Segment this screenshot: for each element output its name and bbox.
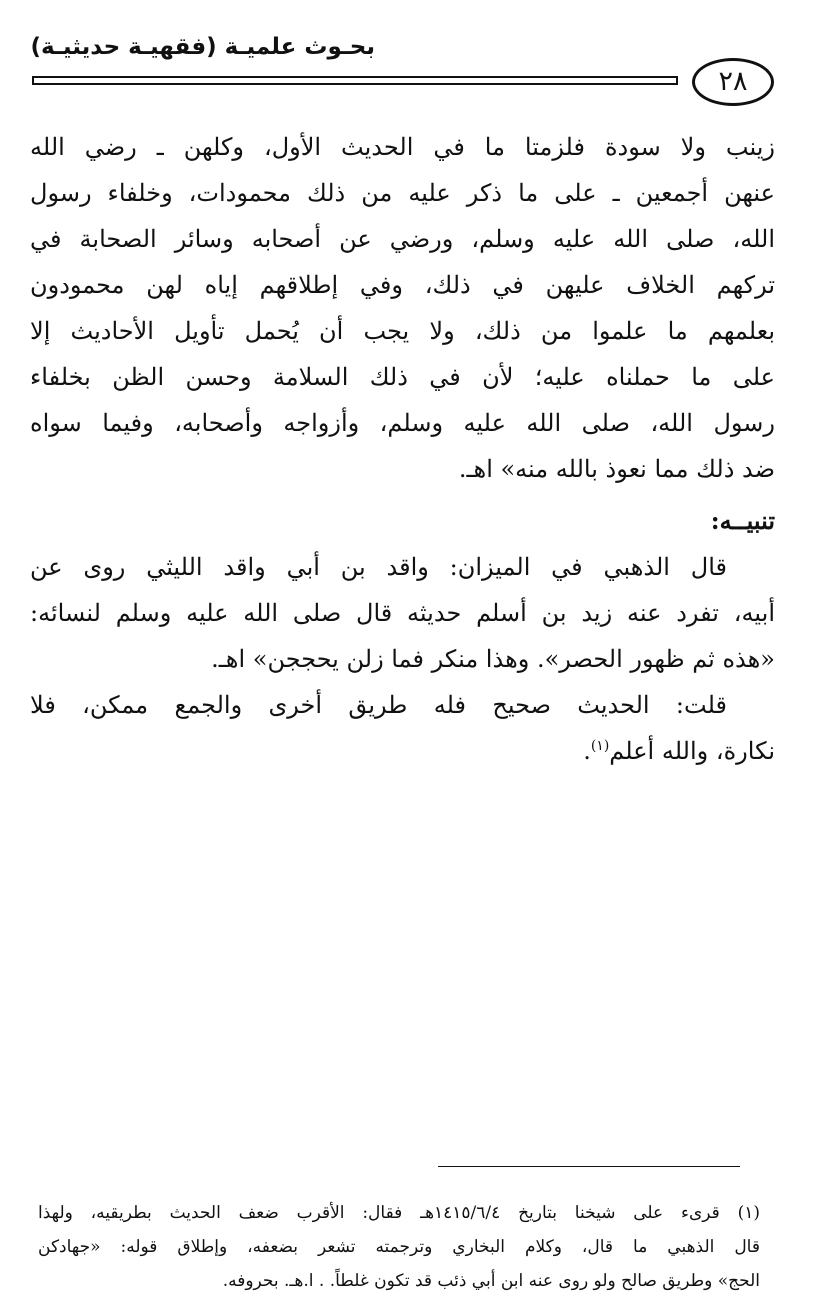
footnote-line: الحج» وطريق صالح ولو روى عنه ابن أبي ذئب قد تكون غلطاً. . ا.هـ. بحروفه.	[222, 1271, 760, 1291]
paragraph-3	[30, 682, 775, 774]
page-number: ٢٨	[692, 58, 774, 106]
text-line: عنهن أجمعين ـ على ما ذكر عليه من ذلك محمودات، وخلفاء رسول	[30, 179, 775, 207]
text-line: زينب ولا سودة فلزمتا ما في الحديث الأول، وكلهن ـ رضي الله	[30, 133, 775, 161]
main-text	[30, 124, 775, 774]
text-line: بعلمهم ما علموا من ذلك، ولا يجب أن يُحمل تأويل الأحاديث إلا	[30, 317, 775, 345]
footnote	[38, 1196, 760, 1298]
footnote-line: قال الذهبي ما قال، وكلام البخاري وترجمته تشعر بضعفه، وإطلاق قوله: «جهادكن	[38, 1237, 760, 1257]
text-line: الله، صلى الله عليه وسلم، ورضي عن أصحابه وسائر الصحابة في	[30, 225, 775, 253]
paragraph-2	[30, 544, 775, 682]
text-line	[30, 728, 775, 774]
footnote-marker: (١)	[590, 738, 610, 754]
text-span: .	[583, 737, 591, 765]
note-heading: تنبيــه:	[710, 506, 775, 535]
text-span: نكارة، والله أعلم	[609, 737, 775, 765]
running-title: بحـوث علميـة (فقهيـة حديثيـة)	[30, 34, 375, 60]
footnote-line: (١) قرىء على شيخنا بتاريخ ١٤١٥/٦/٤هـ فقال: الأقرب ضعف الحديث بطريقيه، ولهذا	[38, 1203, 760, 1223]
text-line: قال الذهبي في الميزان: واقد بن أبي واقد الليثي روى عن	[30, 553, 727, 581]
header-rule	[32, 76, 678, 85]
text-line: أبيه، تفرد عنه زيد بن أسلم حديثه قال صلى الله عليه وسلم لنسائه:	[30, 599, 775, 627]
text-line: «هذه ثم ظهور الحصر». وهذا منكر فما زلن يحججن» اهـ.	[211, 645, 775, 673]
text-line: ضد ذلك مما نعوذ بالله منه» اهـ.	[458, 455, 775, 483]
text-line: تركهم الخلاف عليهن في ذلك، وفي إطلاقهم إياه لهن محمودون	[30, 271, 775, 299]
text-line: رسول الله، صلى الله عليه وسلم، وأزواجه وأصحابه، وفيما سواه	[30, 409, 775, 437]
text-line: قلت: الحديث صحيح فله طريق أخرى والجمع ممكن، فلا	[30, 691, 727, 719]
paragraph-1	[30, 124, 775, 492]
text-line: على ما حملناه عليه؛ لأن في ذلك السلامة وحسن الظن بخلفاء	[30, 363, 775, 391]
footnote-separator	[438, 1166, 740, 1167]
